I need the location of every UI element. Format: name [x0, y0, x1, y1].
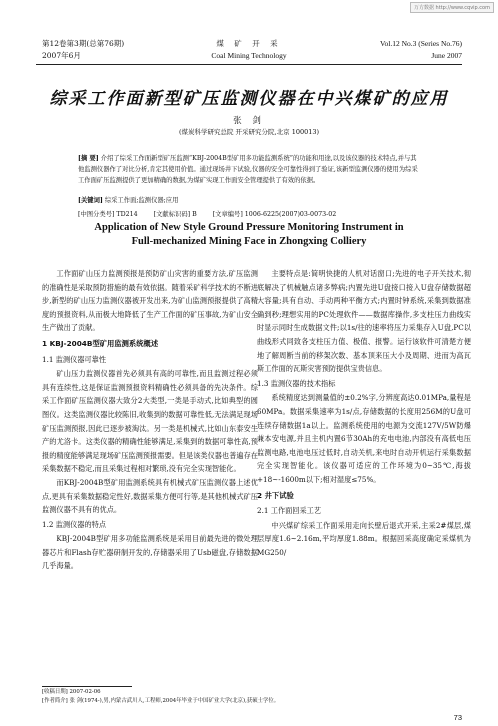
section-1-1-heading: 1.1 监测仪器可靠性: [42, 354, 107, 364]
journal-date: 2007年6月: [42, 51, 81, 60]
body-column-left: [42, 267, 258, 573]
journal-issue: 第12卷第3期(总第76期): [42, 39, 125, 48]
section-2-heading: 2 井下试验: [257, 490, 294, 500]
intro-paragraph: 工作面矿山压力监测预报是预防矿山灾害的重要方法,矿压监测的准确性是采取预防措施的最有效依据。随着采矿科学技术的不断进步,新型的矿山压力监测仪器被开发出来,为矿山监测预报提供了高精度的预报资料,从而极大地降低了生产工作面的矿压事故,为矿山安全生产做出了贡献。: [42, 269, 258, 333]
author-bio: [作者简介] 张 剑(1974-),男,内蒙古武川人,工程师,2004年毕业于中国矿业大学(北京),获硕士学位。: [42, 698, 280, 704]
abstract-label: [摘 要]: [78, 155, 99, 162]
body-column-right: [257, 267, 471, 559]
section-2-1-paragraph: 中兴煤矿综采工作面采用走向长壁后退式开采,主采2#煤层,煤层厚度1.6~2.16m,平均厚度1.88m。根据回采高度确定采煤机为MG250/: [257, 520, 471, 557]
article-number: [文章编号] 1006-6225(2007)03-0073-02: [212, 211, 337, 218]
footnote: [42, 688, 472, 706]
english-title: [60, 221, 438, 249]
article-title: 综采工作面新型矿压监测仪器在中兴煤矿的应用: [49, 89, 449, 109]
abstract: [78, 153, 420, 186]
keywords: [78, 195, 178, 204]
author-name: 张 剑: [233, 116, 265, 126]
clc-number: [中图分类号] TD214: [78, 211, 138, 218]
section-1-1-paragraph-2: 而KBJ-2004B型矿用监测系统具有机械式矿压监测仪器上述优点,更具有采集数据稳定性好,数据采集方便可行等,是其他机械式矿压监测仪器不具有的优点。: [42, 477, 258, 515]
keywords-text: 综采工作面;监测仪器;应用: [104, 197, 179, 204]
classification-line: [78, 209, 420, 218]
keywords-label: [关键词]: [78, 197, 103, 204]
journal-name-cn: 煤 矿 开 采: [216, 39, 282, 48]
section-2-1-heading: 2.1 工作面回采工艺: [257, 506, 322, 516]
features-paragraph: 主要特点是:简明快捷的人机对话窗口;先进的电子开关技术,彻底解决了机械触点诸多弊病;内置先进U盘接口接入U盘存储数据超大容量;具有自动、手动两种平衡方式;内置时钟系统,采集到数据准确到秒;理想实用的PC处理软件——数据库操作,多支柱压力曲线实时显示同时生成数据文件;以1s/往的速率将压力采集存入U盘,PC以曲线形式同致各支柱压力值、极值、报警。运行该软件可清楚方便地了解周断当前的移架次数、基本顶来压大小及周期、进而为高瓦斯工作面的瓦斯灾害预防提供宝贵信息。: [257, 269, 471, 374]
author-affiliation: (煤炭科学研究总院 开采研究分院,北京 100013): [178, 128, 320, 136]
journal-month: June 2007: [431, 51, 462, 60]
abstract-text: 介绍了综采工作面新型矿压监测“KBJ-2004B型矿用多功能监测系统”的功能和用途,以及该仪器的技术特点,并与其他监测仪器作了对比分析,肯定其使用价值。通过现场井下试验,仪器的安全可靠性得到了验证,该新型监测仪器的使用为综采工作面矿压监测提供了更加精确的数据,为煤矿实现工作面安全管理提供了有效的依据。: [78, 155, 418, 184]
english-title-line2: Full-mechanized Mining Face in Zhongxing Colliery: [131, 236, 367, 247]
section-1-heading: 1 KBJ-2004B型矿用监测系统概述: [42, 338, 159, 348]
header-rule: [36, 64, 462, 65]
english-title-line1: Application of New Style Ground Pressure Monitoring Instrument in: [94, 222, 404, 233]
watermark: 万方数据 http://www.cqvip.com: [410, 2, 494, 13]
section-1-1-paragraph-1: 矿山压力监测仪器首先必须具有高的可靠性,而且监测过程必须具有连续性,这是保证监测预报资料精确性必须具备的先决条件。综采工作面矿压监测仪器大致分2大类型,一类是手动式,比如典型的圆图仪。这类监测仪器比较陈旧,收集到的数据可靠性低,无法满足现场矿压监测预报,因此已逐步被淘汰。另一类是机械式,比如山东泰安生产的尤洛卡。这类仪器的精确性能够满足,采集到的数据可靠性高,预报的精度能够满足现场矿压监测预报需要。但是该类仪器也普遍存在采集数据不稳定,而且采集过程相对繁琐,没有完全实现智能化。: [42, 369, 258, 474]
document-code: [文献标识码] B: [153, 211, 197, 218]
section-1-2-heading: 1.2 监测仪器的特点: [42, 519, 107, 529]
section-1-2-paragraph-1: KBJ-2004B型矿用多功能监测系统是采用目前最先进的微处理器芯片和Flash存贮器研制开发的,存储器采用了Usb磁盘,存储数据几乎海量。: [42, 534, 258, 571]
journal-header-right: [380, 38, 462, 62]
section-1-3-heading: 1.3 监测仪器的技术指标: [257, 378, 336, 388]
footnote-rule: [42, 686, 132, 687]
page-number: 73: [453, 713, 462, 722]
received-date: [收稿日期] 2007-02-06: [42, 689, 101, 695]
journal-name-en: Coal Mining Technology: [211, 51, 287, 60]
section-1-3-paragraph: 系统精度达到测量值的±0.2%字,分辨度高达0.01MPa,量程是60MPa。数据采集速率为1s/点,存储数据的长度用256M的U盘可连续存储数据1a以上。监测系统使用的电源为交流127V/5W防爆兼本安电源,并且主机内置6节30Ah的充电电池,内部没有高低电压监测电路,电池电压过低时,自动关机,来电时自动开机运行采集数据完全实现智能化。该仪器可适应的工作环境为0~35℃,海拔+18~-1600m以下;相对湿度≤75%。: [257, 393, 471, 484]
journal-volume: Vol.12 No.3 (Series No.76): [380, 39, 462, 48]
